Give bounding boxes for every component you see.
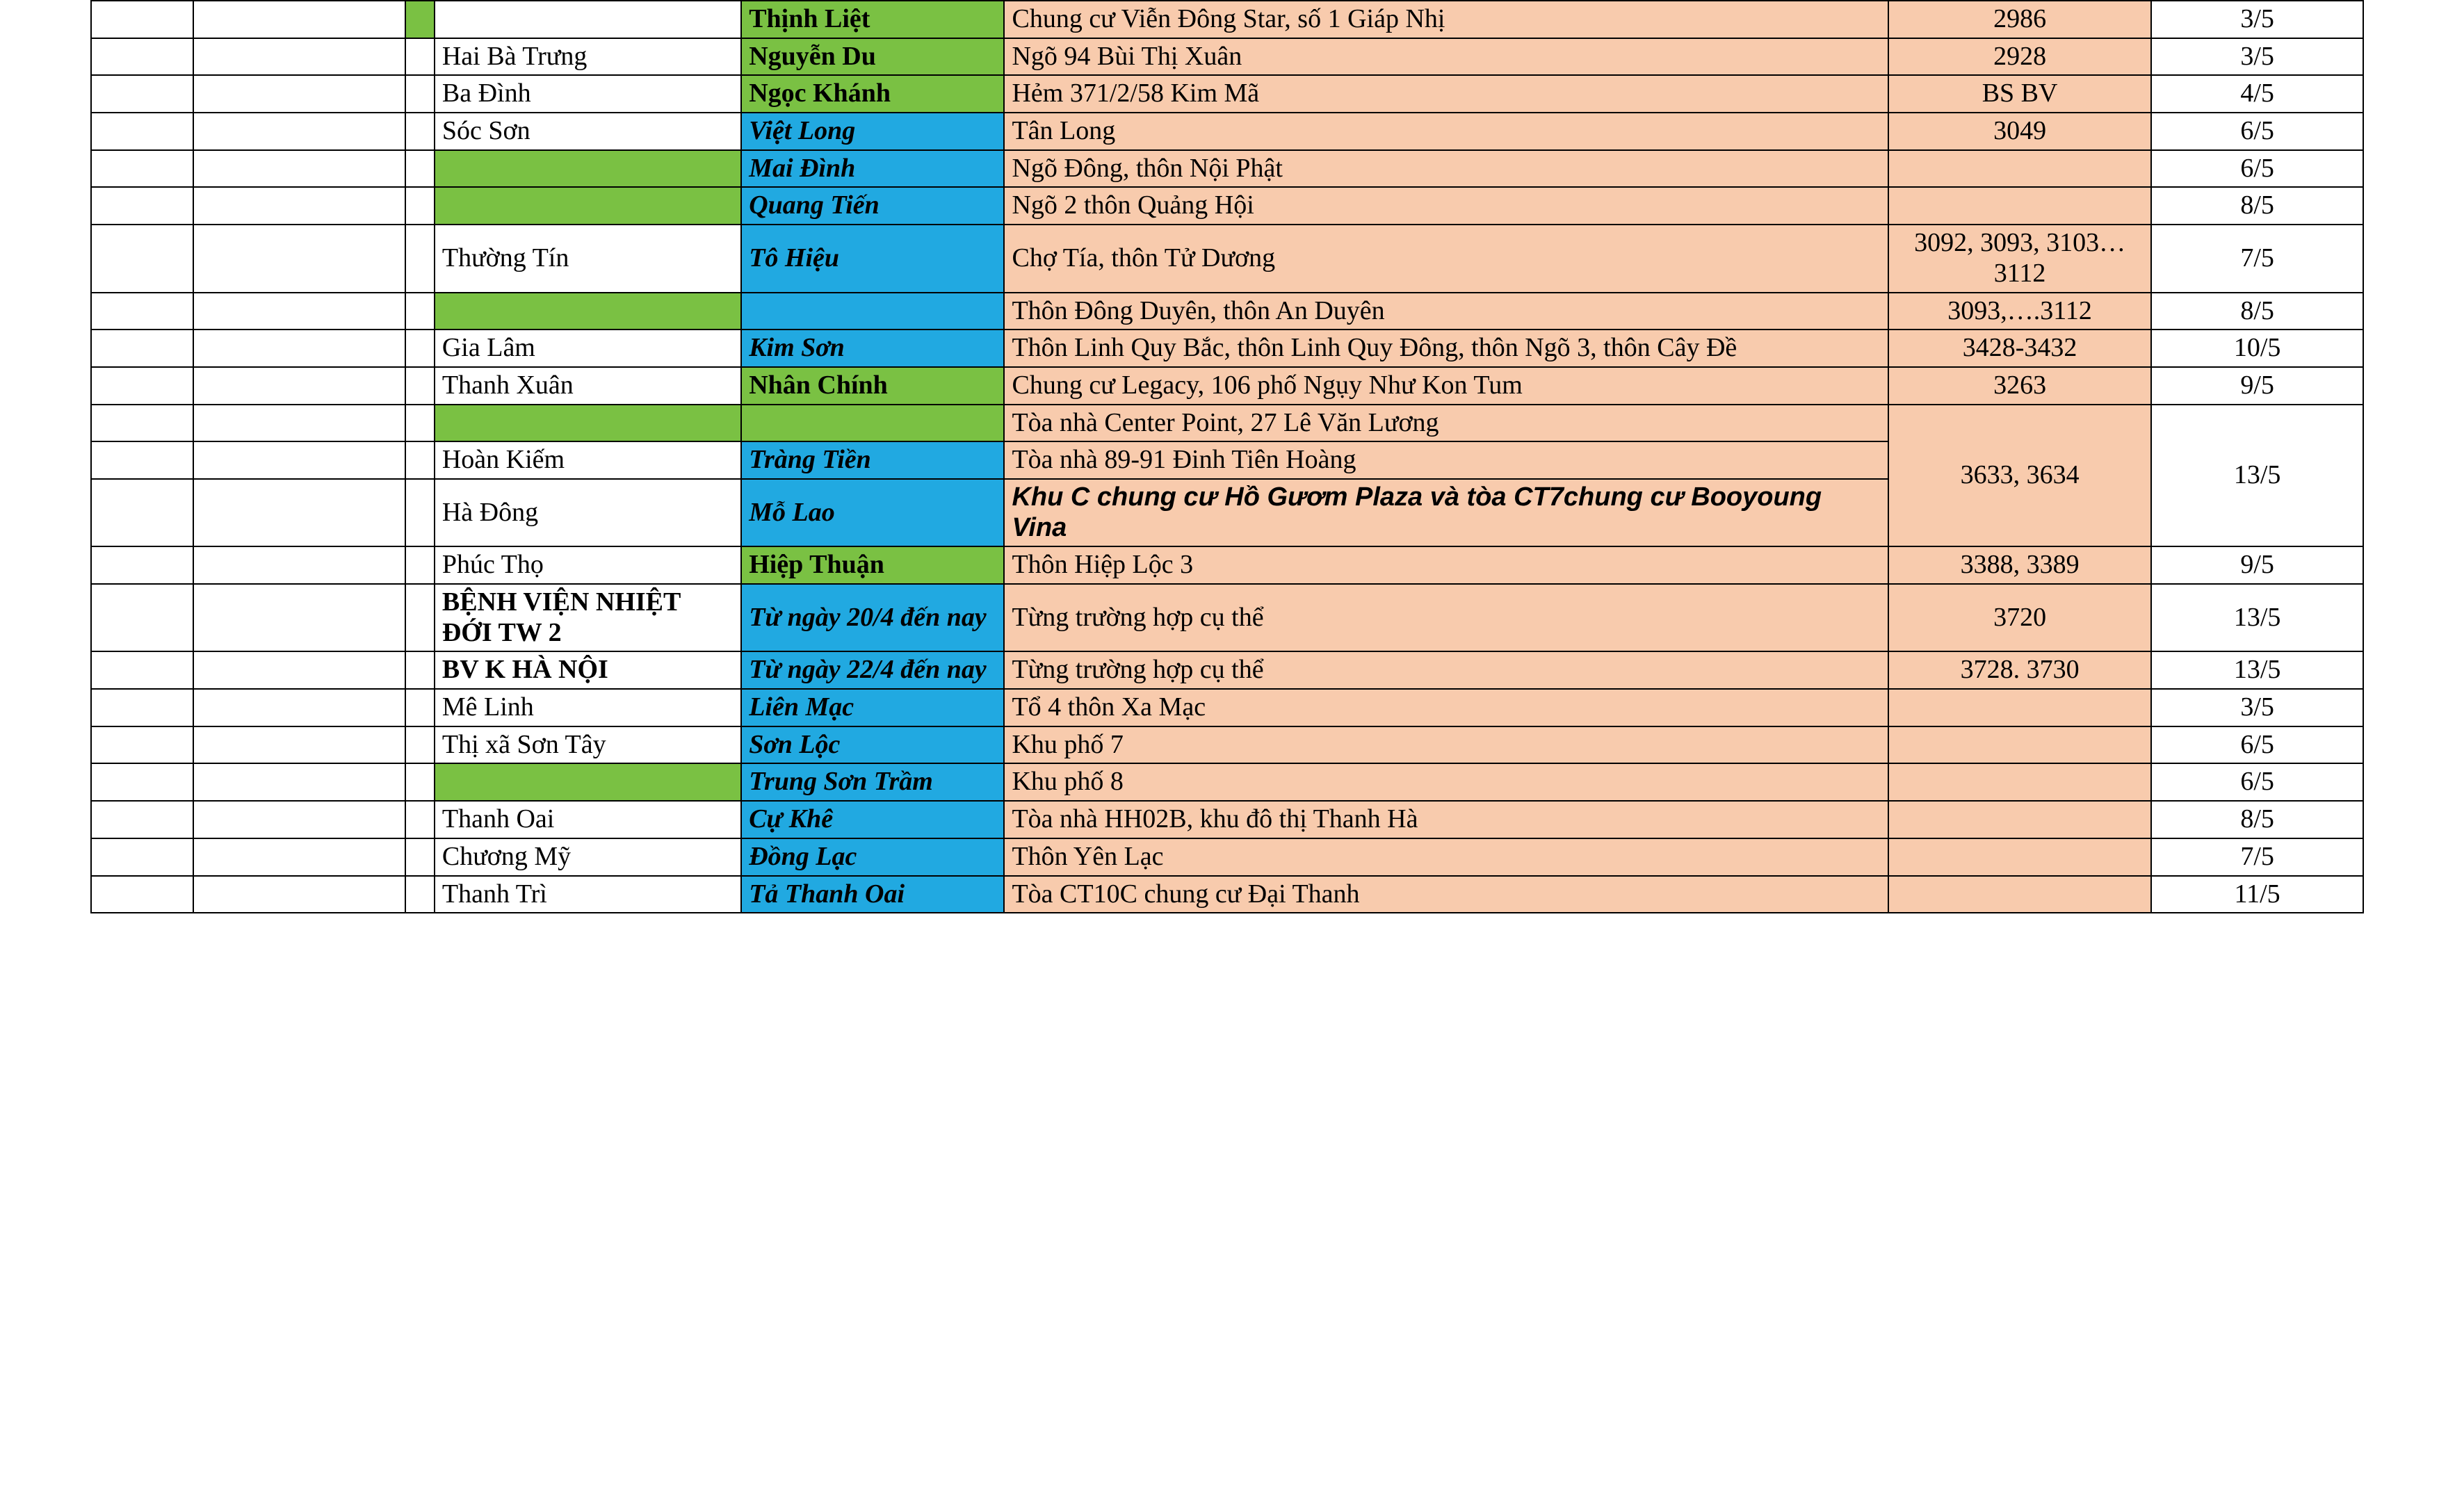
- cell-spare: [193, 584, 405, 651]
- cell-ward: Ngọc Khánh: [741, 75, 1004, 113]
- cell-code: 3720: [1888, 584, 2151, 651]
- cell-ward: Tả Thanh Oai: [741, 876, 1004, 913]
- cell-date: 4/5: [2151, 75, 2363, 113]
- cell-district: [435, 293, 741, 330]
- cell-date: 13/5: [2151, 584, 2363, 651]
- cell-index: [91, 293, 193, 330]
- cell-district: Chương Mỹ: [435, 838, 741, 876]
- cell-colorbar: [405, 405, 435, 442]
- cell-date: 9/5: [2151, 546, 2363, 584]
- cell-address: Tân Long: [1004, 113, 1888, 150]
- table-row: [91, 801, 2363, 838]
- cell-district: Hoàn Kiếm: [435, 441, 741, 479]
- cell-district: Thanh Xuân: [435, 367, 741, 405]
- cell-code: [1888, 876, 2151, 913]
- table-row: [91, 726, 2363, 764]
- cell-date: 3/5: [2151, 689, 2363, 726]
- table-row: [91, 75, 2363, 113]
- cell-code: [1888, 801, 2151, 838]
- cell-district: [435, 150, 741, 188]
- table-row: [91, 367, 2363, 405]
- cell-district: Thị xã Sơn Tây: [435, 726, 741, 764]
- cell-index: [91, 689, 193, 726]
- cell-index: [91, 150, 193, 188]
- cell-date: 8/5: [2151, 187, 2363, 225]
- cell-date: 13/5: [2151, 651, 2363, 689]
- cell-index: [91, 584, 193, 651]
- cell-spare: [193, 38, 405, 76]
- cell-colorbar: [405, 546, 435, 584]
- cell-index: [91, 1, 193, 38]
- cell-address: Từng trường hợp cụ thể: [1004, 584, 1888, 651]
- cell-date: 7/5: [2151, 225, 2363, 292]
- cell-spare: [193, 187, 405, 225]
- table-row: [91, 584, 2363, 651]
- cell-district: Phúc Thọ: [435, 546, 741, 584]
- cell-code: 3093,….3112: [1888, 293, 2151, 330]
- cell-spare: [193, 330, 405, 367]
- cell-district: Thanh Trì: [435, 876, 741, 913]
- cell-spare: [193, 293, 405, 330]
- cell-spare: [193, 838, 405, 876]
- cell-index: [91, 801, 193, 838]
- cell-colorbar: [405, 330, 435, 367]
- cell-district: [435, 405, 741, 442]
- cell-ward: Nhân Chính: [741, 367, 1004, 405]
- table-row: [91, 689, 2363, 726]
- cell-address: Chung cư Viễn Đông Star, số 1 Giáp Nhị: [1004, 1, 1888, 38]
- cell-date: 3/5: [2151, 38, 2363, 76]
- cell-district: [435, 1, 741, 38]
- cell-address: Chung cư Legacy, 106 phố Ngụy Như Kon Tum: [1004, 367, 1888, 405]
- table-row: [91, 1, 2363, 38]
- cell-date: 8/5: [2151, 801, 2363, 838]
- cell-date: 9/5: [2151, 367, 2363, 405]
- table-row: [91, 838, 2363, 876]
- cell-colorbar: [405, 150, 435, 188]
- cell-address: Thôn Hiệp Lộc 3: [1004, 546, 1888, 584]
- cell-spare: [193, 546, 405, 584]
- table-row: [91, 113, 2363, 150]
- cell-date: 11/5: [2151, 876, 2363, 913]
- cell-ward: Mai Đình: [741, 150, 1004, 188]
- cell-code: [1888, 838, 2151, 876]
- cell-address: Ngõ 2 thôn Quảng Hội: [1004, 187, 1888, 225]
- cell-spare: [193, 479, 405, 546]
- cell-code: 3263: [1888, 367, 2151, 405]
- cell-code: [1888, 763, 2151, 801]
- cell-district: Mê Linh: [435, 689, 741, 726]
- cell-ward: Tràng Tiền: [741, 441, 1004, 479]
- cell-code: 3049: [1888, 113, 2151, 150]
- cell-colorbar: [405, 838, 435, 876]
- cell-ward: Việt Long: [741, 113, 1004, 150]
- cell-spare: [193, 113, 405, 150]
- cell-ward: Cự Khê: [741, 801, 1004, 838]
- cell-index: [91, 479, 193, 546]
- cell-index: [91, 763, 193, 801]
- cell-ward: Sơn Lộc: [741, 726, 1004, 764]
- cell-date: 6/5: [2151, 113, 2363, 150]
- cell-address: Khu C chung cư Hồ Gươm Plaza và tòa CT7chung cư Booyoung Vina: [1004, 479, 1888, 546]
- cell-district: Ba Đình: [435, 75, 741, 113]
- cell-ward: [741, 405, 1004, 442]
- cell-code: 3388, 3389: [1888, 546, 2151, 584]
- table-body: [91, 1, 2363, 913]
- cell-spare: [193, 689, 405, 726]
- cell-index: [91, 225, 193, 292]
- cell-ward: Tô Hiệu: [741, 225, 1004, 292]
- cell-code: BS BV: [1888, 75, 2151, 113]
- cell-colorbar: [405, 876, 435, 913]
- cell-date: 8/5: [2151, 293, 2363, 330]
- cell-colorbar: [405, 1, 435, 38]
- cell-index: [91, 546, 193, 584]
- table-row: [91, 293, 2363, 330]
- cell-colorbar: [405, 801, 435, 838]
- cell-code: [1888, 150, 2151, 188]
- cell-colorbar: [405, 479, 435, 546]
- cell-code: 2986: [1888, 1, 2151, 38]
- cell-spare: [193, 801, 405, 838]
- cell-index: [91, 441, 193, 479]
- table-row: [91, 546, 2363, 584]
- cell-index: [91, 367, 193, 405]
- cell-date: 6/5: [2151, 150, 2363, 188]
- cell-ward: Mỗ Lao: [741, 479, 1004, 546]
- cell-address: Thôn Yên Lạc: [1004, 838, 1888, 876]
- cell-spare: [193, 225, 405, 292]
- cell-ward: Kim Sơn: [741, 330, 1004, 367]
- cell-code: 3092, 3093, 3103…3112: [1888, 225, 2151, 292]
- cell-index: [91, 187, 193, 225]
- cell-index: [91, 876, 193, 913]
- cell-colorbar: [405, 726, 435, 764]
- cell-ward: Quang Tiến: [741, 187, 1004, 225]
- cell-ward: Từ ngày 20/4 đến nay: [741, 584, 1004, 651]
- covid-locations-table: [90, 0, 2364, 913]
- table-row: [91, 330, 2363, 367]
- cell-index: [91, 330, 193, 367]
- table-row: [91, 187, 2363, 225]
- cell-address: Tòa nhà Center Point, 27 Lê Văn Lương: [1004, 405, 1888, 442]
- cell-date: 6/5: [2151, 726, 2363, 764]
- cell-index: [91, 38, 193, 76]
- cell-code: 3633, 3634: [1888, 405, 2151, 547]
- cell-colorbar: [405, 225, 435, 292]
- cell-district: Sóc Sơn: [435, 113, 741, 150]
- cell-ward: Từ ngày 22/4 đến nay: [741, 651, 1004, 689]
- cell-district: BV K HÀ NỘI: [435, 651, 741, 689]
- table-row: [91, 150, 2363, 188]
- cell-colorbar: [405, 113, 435, 150]
- table-row: [91, 38, 2363, 76]
- cell-index: [91, 75, 193, 113]
- cell-colorbar: [405, 187, 435, 225]
- cell-spare: [193, 726, 405, 764]
- cell-date: 13/5: [2151, 405, 2363, 547]
- cell-code: 2928: [1888, 38, 2151, 76]
- cell-colorbar: [405, 367, 435, 405]
- cell-index: [91, 838, 193, 876]
- cell-address: Thôn Đông Duyên, thôn An Duyên: [1004, 293, 1888, 330]
- table-row: [91, 225, 2363, 292]
- cell-spare: [193, 75, 405, 113]
- cell-district: [435, 187, 741, 225]
- cell-spare: [193, 441, 405, 479]
- cell-colorbar: [405, 38, 435, 76]
- cell-ward: [741, 293, 1004, 330]
- cell-spare: [193, 405, 405, 442]
- cell-date: 10/5: [2151, 330, 2363, 367]
- cell-address: Hẻm 371/2/58 Kim Mã: [1004, 75, 1888, 113]
- cell-date: 3/5: [2151, 1, 2363, 38]
- cell-address: Tòa CT10C chung cư Đại Thanh: [1004, 876, 1888, 913]
- cell-spare: [193, 651, 405, 689]
- cell-code: [1888, 726, 2151, 764]
- cell-ward: Trung Sơn Trầm: [741, 763, 1004, 801]
- cell-code: [1888, 187, 2151, 225]
- cell-colorbar: [405, 584, 435, 651]
- cell-colorbar: [405, 293, 435, 330]
- cell-address: Thôn Linh Quy Bắc, thôn Linh Quy Đông, thôn Ngõ 3, thôn Cây Đề: [1004, 330, 1888, 367]
- cell-index: [91, 113, 193, 150]
- cell-spare: [193, 763, 405, 801]
- cell-index: [91, 405, 193, 442]
- cell-address: Tổ 4 thôn Xa Mạc: [1004, 689, 1888, 726]
- cell-spare: [193, 367, 405, 405]
- cell-index: [91, 651, 193, 689]
- cell-ward: Nguyễn Du: [741, 38, 1004, 76]
- table-row: [91, 405, 2363, 442]
- table-row: [91, 876, 2363, 913]
- cell-colorbar: [405, 651, 435, 689]
- cell-address: Chợ Tía, thôn Tử Dương: [1004, 225, 1888, 292]
- cell-district: [435, 763, 741, 801]
- cell-colorbar: [405, 689, 435, 726]
- table-row: [91, 651, 2363, 689]
- cell-ward: Hiệp Thuận: [741, 546, 1004, 584]
- cell-address: Tòa nhà HH02B, khu đô thị Thanh Hà: [1004, 801, 1888, 838]
- cell-address: Khu phố 7: [1004, 726, 1888, 764]
- cell-address: Ngõ 94 Bùi Thị Xuân: [1004, 38, 1888, 76]
- cell-district: Hai Bà Trưng: [435, 38, 741, 76]
- table-row: [91, 763, 2363, 801]
- cell-district: BỆNH VIỆN NHIỆT ĐỚI TW 2: [435, 584, 741, 651]
- cell-district: Hà Đông: [435, 479, 741, 546]
- cell-address: Khu phố 8: [1004, 763, 1888, 801]
- cell-date: 7/5: [2151, 838, 2363, 876]
- cell-ward: Đồng Lạc: [741, 838, 1004, 876]
- cell-colorbar: [405, 441, 435, 479]
- cell-address: Từng trường hợp cụ thể: [1004, 651, 1888, 689]
- cell-colorbar: [405, 763, 435, 801]
- cell-address: Tòa nhà 89-91 Đinh Tiên Hoàng: [1004, 441, 1888, 479]
- cell-date: 6/5: [2151, 763, 2363, 801]
- cell-address: Ngõ Đông, thôn Nội Phật: [1004, 150, 1888, 188]
- cell-ward: Thịnh Liệt: [741, 1, 1004, 38]
- cell-code: 3428-3432: [1888, 330, 2151, 367]
- cell-district: Thường Tín: [435, 225, 741, 292]
- cell-colorbar: [405, 75, 435, 113]
- cell-district: Thanh Oai: [435, 801, 741, 838]
- cell-ward: Liên Mạc: [741, 689, 1004, 726]
- cell-code: 3728. 3730: [1888, 651, 2151, 689]
- cell-spare: [193, 1, 405, 38]
- cell-code: [1888, 689, 2151, 726]
- cell-index: [91, 726, 193, 764]
- cell-spare: [193, 150, 405, 188]
- cell-spare: [193, 876, 405, 913]
- cell-district: Gia Lâm: [435, 330, 741, 367]
